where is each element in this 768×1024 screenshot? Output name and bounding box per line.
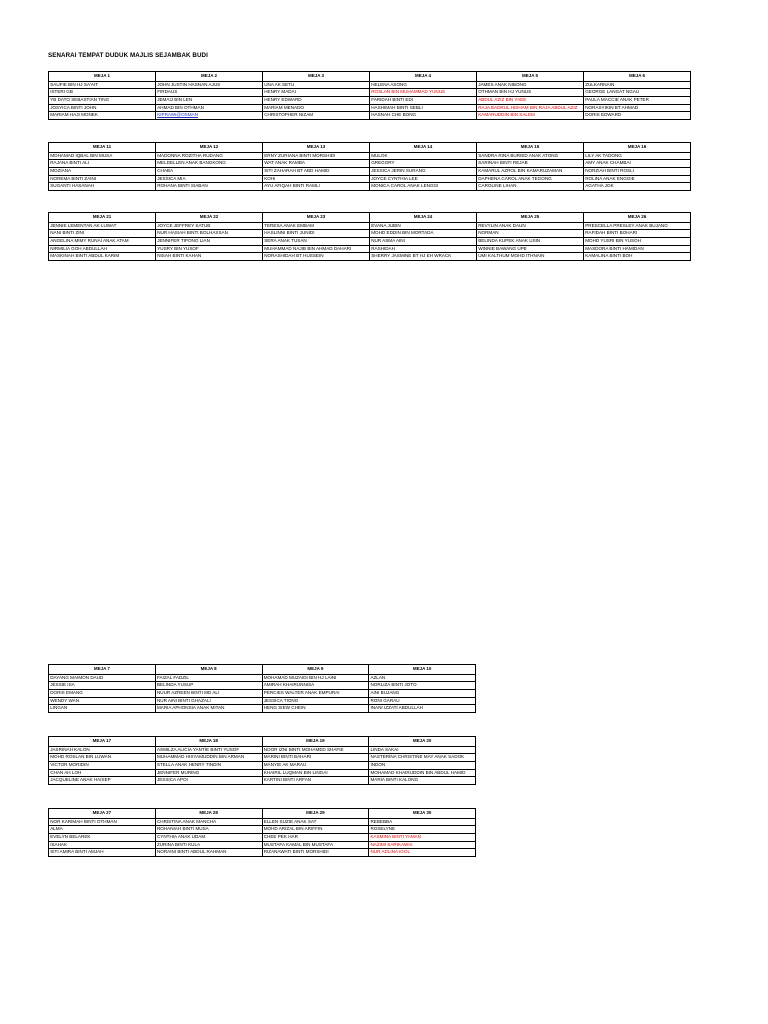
guest-name-cell: WAT ANAK RAMBA [263,160,370,168]
seating-table-meja-7-10 [48,664,476,713]
guest-name-cell: NOR KARIMAH BINTI OTHMAN [49,818,156,826]
guest-name-cell: NORZIAH BINTI ROSLI [584,167,691,175]
guest-name-cell: BELINDA KUPEK ANAK USIN [477,237,584,245]
guest-name-cell: DORIS EDWARD [584,112,691,120]
guest-name-cell: KARTINI BINTI ARFAN [262,777,369,785]
guest-name-cell: WINNIE BAWANG UPE [477,245,584,253]
table-row [49,682,476,690]
guest-name-cell: LINGAN [49,705,156,713]
guest-name-cell: NUR AINI BINTI GHAZALI [155,697,262,705]
guest-name-cell: NUR ADLINA IGOL [369,849,476,857]
table-row [49,746,476,754]
guest-name-cell: RAJA BADRUL HISHAM BIN RAJA ABDUL AZIZ [477,104,584,112]
guest-name-cell: REVYLIN ANAK DAUN [477,222,584,230]
table-column-header: MEJA 17 [49,737,156,747]
guest-name-cell: JENNIFER MURING [155,769,262,777]
table-row [49,849,476,857]
guest-name-cell: HELENA ASONG [370,81,477,89]
table-row [49,697,476,705]
guest-name-cell: JENNIFER TIPONG LIAN [156,237,263,245]
guest-name-cell: HASNAH CHE BONG [370,112,477,120]
guest-name-cell: JOSYICA BINTI JOHN [49,104,156,112]
guest-name-cell: ROLINA ANAK ENGGIE [584,175,691,183]
table-column-header: MEJA 15 [477,143,584,153]
guest-name-cell: NORAINI BINTI ABDUL RAHMAN [155,849,262,857]
guest-name-cell: AYU AFIQAH BINTI RAMLI [263,183,370,191]
guest-name-cell: ROSELYNE [369,826,476,834]
guest-name-cell: AMIRAH KHAIRUNNISA [262,682,369,690]
table-column-header: MEJA 24 [370,213,477,223]
guest-name-cell: MONICA CAROL ANAK LENGGI [370,183,477,191]
guest-name-cell: JOHN JUSTIN HASNAN AJUS [156,81,263,89]
table-column-header: MEJA 30 [369,809,476,819]
guest-name-cell: MOHD EDDIN BIN MORTADA [370,230,477,238]
table-column-header: MEJA 19 [262,737,369,747]
table-column-header: MEJA 18 [155,737,262,747]
guest-name-cell: GREGORY [370,160,477,168]
table-header-row [49,143,691,153]
table-row [49,175,691,183]
guest-name-cell: JOYCE JEFFREY SATUB [156,222,263,230]
guest-name-cell: MOHAMAD MUZAIDI BIN HJ LAINI [262,674,369,682]
table-column-header: MEJA 3 [263,72,370,82]
guest-name-cell: SHERRY JASMINE BT HJ EH WRACK [370,253,477,261]
guest-name-cell: KHAIRIL LUQMAN BIN LINGAI [262,769,369,777]
table-row [49,777,476,785]
guest-name-cell: BELINDA YUSUP [155,682,262,690]
guest-name-cell: AHMAD BIN OTHMAN [156,104,263,112]
table-column-header: MEJA 25 [477,213,584,223]
guest-name-cell: SITI AMIRA BINTI AMJAH [49,849,156,857]
seating-table-meja-17-20 [48,736,476,785]
table-column-header: MEJA 4 [370,72,477,82]
guest-name-cell: MUHAMMAD NAJIB BIN AHMAD DAHARI [263,245,370,253]
table-column-header: MEJA 2 [156,72,263,82]
guest-name-cell: ROSLAN BIN MUHAMMAD YUNUS [370,89,477,97]
guest-name-cell: HENRY EDWARD [263,96,370,104]
guest-name-cell: LILY AK TADONG [584,152,691,160]
table-column-header: MEJA 26 [584,213,691,223]
table-row [49,826,476,834]
seating-table-meja-11-16 [48,142,691,191]
guest-name-cell: ABDUL AZIZ BIN YAEE [477,96,584,104]
table-column-header: MEJA 23 [263,213,370,223]
guest-name-cell: NUR ASMA AINI [370,237,477,245]
table-row [49,761,476,769]
guest-name-cell: JASRINAH KALON [49,746,156,754]
guest-name-cell: DAYANG MAIMON DAUD [49,674,156,682]
table-column-header: MEJA 6 [584,72,691,82]
guest-name-cell: MARIAM HAJI MONEK [49,112,156,120]
table-column-header: MEJA 16 [584,143,691,153]
guest-name-cell: RASHIDAH [370,245,477,253]
guest-name-cell: MUHAMMAD HISYAMUDDIN BIN ARMAN [155,754,262,762]
guest-name-cell: MOHD YUSRI BIN YUSOH [584,237,691,245]
guest-name-cell: MOHD ARIZAL BIN ARIFFIN [262,826,369,834]
guest-name-cell: RIZANAWATI BINTI MORSHIDI [262,849,369,857]
guest-name-cell: AZLAN [369,674,476,682]
guest-name-cell: KAMARUL AZROL BIN KAMARUZAMAN [477,167,584,175]
guest-name-cell: FIRDAUS [156,89,263,97]
guest-name-cell: CHABA [156,167,263,175]
guest-name-cell: VICTOR MORIDIN [49,761,156,769]
guest-name-cell: JESSICA JERIN SURANG [370,167,477,175]
guest-name-cell: UNA AK SETU [263,81,370,89]
guest-name-cell: HASHIMAH BINTI SEBLI [370,104,477,112]
table-row [49,96,691,104]
guest-name-cell: LINDA SAKAI [369,746,476,754]
table-column-header: MEJA 10 [369,665,476,675]
guest-name-cell: MULOK [370,152,477,160]
table-column-header: MEJA 14 [370,143,477,153]
guest-name-cell: DAPHENA CAROL ANAK TEGONG [477,175,584,183]
table-row [49,152,691,160]
guest-name-cell: ROHANIAH BINTI MUSA [155,826,262,834]
guest-name-cell: CHRISTINA ANAK MANCHA [155,818,262,826]
guest-name-cell: ANGELINA MIMY RUNAI ANAK ATAM [49,237,156,245]
guest-name-cell: KAMARUDDIN BIN SALEM [477,112,584,120]
guest-name-cell: NUUR AZREEN BINTI MD ALI [155,689,262,697]
guest-name-cell: NASTERINA CHRISTINE MAY ANAK SADOK [369,754,476,762]
table-column-header: MEJA 5 [477,72,584,82]
guest-name-cell: UMI KALTHUM MOHD ITHNAIN [477,253,584,261]
guest-name-cell: AMY ANAK CHAMBAI [584,160,691,168]
guest-name-cell: ERNY ZURIANA BINTI MORSHIDI [263,152,370,160]
guest-name-cell: NORASYIKIN BT AHMAD [584,104,691,112]
guest-name-cell: MARIAM MENADO [263,104,370,112]
guest-name-cell: KOHI [263,175,370,183]
table-row [49,689,476,697]
table-row [49,160,691,168]
guest-name-cell: PRESCELLA PRESLEY ANAK BUJANG [584,222,691,230]
guest-name-cell: MARIA BINTI KALONG [369,777,476,785]
guest-name-cell: DORIS EMANG [49,689,156,697]
guest-name-cell: ROHANA BINTI SIABAN [156,183,263,191]
guest-name-cell: SUGANTI HASANAH [49,183,156,191]
guest-name-cell: EVELYN BELAREK [49,833,156,841]
email-link-cell[interactable]: KIPRAWI@OSMAN [156,112,263,120]
guest-name-cell: MARIA APHONSIA ANAK MITAN [155,705,262,713]
guest-name-cell: ALMA [49,826,156,834]
guest-name-cell: PAULA MACCIE ANAK PETER [584,96,691,104]
guest-name-cell: HASLINNI BINTI JUNIDI [263,230,370,238]
table-row [49,754,476,762]
guest-name-cell: CYNTHIA ANAK UDAM [155,833,262,841]
table-column-header: MEJA 7 [49,665,156,675]
guest-name-cell: INANI IZZATI ABDULLAH [369,705,476,713]
guest-name-cell: JOYCE CYNTHIA LEE [370,175,477,183]
guest-name-cell: RONI GARAU [369,697,476,705]
guest-name-cell: ASMILZA ALICIA YANTIE BINTI YUSOF [155,746,262,754]
seating-table-meja-27-30 [48,808,476,857]
guest-name-cell: YB DATO SEBASTIAN TING [49,96,156,104]
table-column-header: MEJA 8 [155,665,262,675]
table-row [49,674,476,682]
guest-name-cell: YUSRY BIN YUSOF [156,245,263,253]
table-column-header: MEJA 21 [49,213,156,223]
table-row [49,112,691,120]
guest-name-cell: HENRY MADAI [263,89,370,97]
guest-name-cell: KAMALINA BINTI BOH [584,253,691,261]
table-header-row [49,737,476,747]
guest-name-cell: WENDY WAN [49,697,156,705]
guest-name-cell: NOOR IZNI BINTI MOHAMED SHAFIE [262,746,369,754]
table-column-header: MEJA 12 [156,143,263,153]
page-title: SENARAI TEMPAT DUDUK MAJLIS SEJAMBAK BUDI [48,52,208,59]
guest-name-cell: NORASHIDAH BT HUSSEIN [263,253,370,261]
guest-name-cell: JENNIE LEMENTAN AK LUWAT [49,222,156,230]
guest-name-cell: MADONNA ROZITHA RUDANG [156,152,263,160]
guest-name-cell: SANDRA RINA BURIED ANAK ATONG [477,152,584,160]
guest-name-cell: JEMAIJ BIN LEN [156,96,263,104]
table-column-header: MEJA 20 [369,737,476,747]
guest-name-cell: AINI BUJANG [369,689,476,697]
table-row [49,104,691,112]
table-row [49,167,691,175]
table-row [49,230,691,238]
guest-name-cell: NORLIZA BINTI JOTO [369,682,476,690]
guest-name-cell: ISAHAK [49,841,156,849]
guest-name-cell: ZULKARNAIN [584,81,691,89]
guest-name-cell: ISTERI GB [49,89,156,97]
guest-name-cell: MELDELLEN ANAK BANGKONG [156,160,263,168]
table-header-row [49,213,691,223]
table-column-header: MEJA 29 [262,809,369,819]
table-row [49,222,691,230]
guest-name-cell: NORMAN [477,230,584,238]
seating-table-meja-21-26 [48,212,691,261]
guest-name-cell: OTHMAN BIN HJ YUNUS [477,89,584,97]
table-column-header: MEJA 1 [49,72,156,82]
table-column-header: MEJA 9 [262,665,369,675]
guest-name-cell: AGATHA JOK [584,183,691,191]
guest-name-cell: NISAH BINTI KAHAN [156,253,263,261]
guest-name-cell: PERCIES WALTER ANAK EMPURAI [262,689,369,697]
guest-name-cell: MUSTAFA KAMAL BIN MUSTAFA [262,841,369,849]
guest-name-cell: FAIZAL FADZIL [155,674,262,682]
guest-name-cell: CHEE PEK HAR [262,833,369,841]
guest-name-cell: NIRMILIA GOH ABDULLAH [49,245,156,253]
guest-name-cell: NANI BINTI ZINI [49,230,156,238]
table-header-row [49,665,476,675]
table-row [49,253,691,261]
guest-name-cell: SAUFIE BIN HJ SA'AIT [49,81,156,89]
table-row [49,81,691,89]
guest-name-cell: JESSICA APOI [155,777,262,785]
table-row [49,245,691,253]
guest-name-cell: SITI ZAHARAH BT ABD HAMID [263,167,370,175]
guest-name-cell: RAJANA BINTI ALI [49,160,156,168]
guest-name-cell: NOREMA BINTI ZAINI [49,175,156,183]
guest-name-cell: MOHD ROSLAN BIN LUWAN [49,754,156,762]
guest-name-cell: MASKINAH BINTI ABDUL KARIM [49,253,156,261]
seating-table-meja-1-6 [48,71,691,120]
table-header-row [49,809,476,819]
guest-name-cell: JESSIE ISA [49,682,156,690]
table-column-header: MEJA 27 [49,809,156,819]
table-row [49,237,691,245]
guest-name-cell: STELLA ANAK HENRY TINDIN [155,761,262,769]
table-row [49,89,691,97]
guest-name-cell: GEORGE LANGAT NGAU [584,89,691,97]
guest-name-cell: CAROLINE LIHAN [477,183,584,191]
table-column-header: MEJA 28 [155,809,262,819]
table-row [49,833,476,841]
table-header-row [49,72,691,82]
guest-name-cell: RAFIDAH BINTI BOHARI [584,230,691,238]
guest-name-cell: SERA ANAK TUSAN [263,237,370,245]
guest-name-cell: ZURINA BINTI KULA [155,841,262,849]
guest-name-cell: HENG SIEW CHEIN [262,705,369,713]
guest-name-cell: CHRISTOPHER NIZAM [263,112,370,120]
table-row [49,183,691,191]
guest-name-cell: TERESA ANAK EMBAM [263,222,370,230]
guest-name-cell: FARIDAH BINTI EDI [370,96,477,104]
table-row [49,705,476,713]
guest-name-cell: JESSICA MIA [156,175,263,183]
guest-name-cell: ELLEN SUZIE ANAK SAT [262,818,369,826]
guest-name-cell: MOZIANA [49,167,156,175]
guest-name-cell: EVANA JUBIN [370,222,477,230]
table-column-header: MEJA 11 [49,143,156,153]
guest-name-cell: MARINI BINTI BAHARI [262,754,369,762]
table-column-header: MEJA 13 [263,143,370,153]
guest-name-cell: JAMES ANAK NIBONG [477,81,584,89]
guest-name-cell: NAZIMI SARIKAWAI [369,841,476,849]
guest-name-cell: MOHAMAD IQBAL BIN MUSA [49,152,156,160]
table-row [49,818,476,826]
guest-name-cell: KASMINA BINTI YAMAN [369,833,476,841]
table-row [49,769,476,777]
guest-name-cell: REBEBBA [369,818,476,826]
guest-name-cell: CHAN AH LOH [49,769,156,777]
guest-name-cell: JACQUELINE ANAK HAISEP [49,777,156,785]
guest-name-cell: MANYIE AK MARAU [262,761,369,769]
guest-name-cell: JESSICA TIONG [262,697,369,705]
table-row [49,841,476,849]
guest-name-cell: MASDORA BINTI HAMIDAN [584,245,691,253]
guest-name-cell: SARINAH BINTI REJAB [477,160,584,168]
guest-name-cell: INDON [369,761,476,769]
guest-name-cell: NUR HASIAH BINTI BOLHASSAN [156,230,263,238]
table-column-header: MEJA 22 [156,213,263,223]
guest-name-cell: MOHAMAD KHAIRUDDIN BIN ABDUL HAMID [369,769,476,777]
